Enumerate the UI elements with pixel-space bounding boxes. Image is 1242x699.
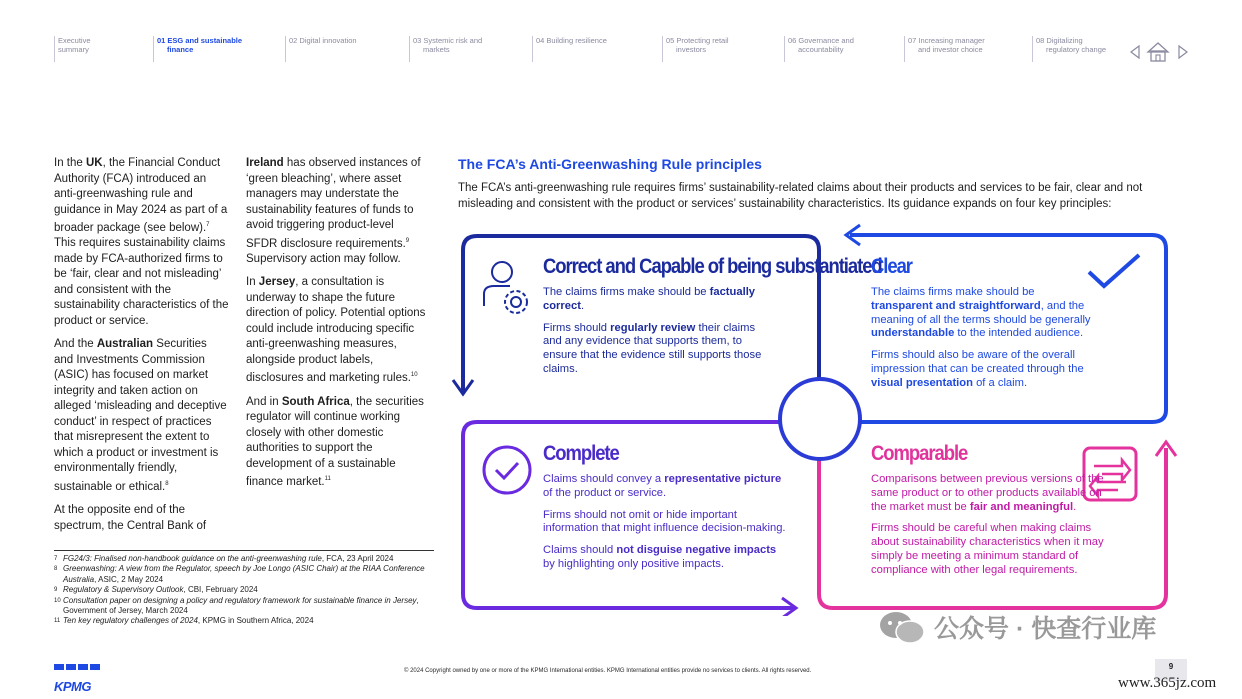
footnote-number: 7: [54, 556, 58, 562]
principle-card-comparable: [871, 443, 1116, 578]
top-navigation: [0, 36, 1242, 66]
footnote-source: , ASIC, 2 May 2024: [94, 574, 164, 584]
principle-text: [543, 322, 773, 377]
circle-check-icon: [481, 444, 533, 496]
paragraph-australia: [54, 337, 229, 495]
footnote-number: 11: [54, 618, 61, 625]
copyright-text: © 2024 Copyright owned by one or more of the KPMG International entities. KPMG International entities provide no services to clients. All rights reserved.: [404, 668, 812, 674]
panel-title: The FCA’s Anti-Greenwashing Rule principles: [458, 156, 762, 172]
paragraph-south-africa: [246, 395, 426, 491]
nav-item-governance[interactable]: [784, 36, 899, 62]
center-ring: [780, 379, 860, 459]
nav-item-digitalizing[interactable]: [1032, 36, 1122, 62]
nav-item-label: 01 ESG and sustainable: [157, 36, 243, 45]
kpmg-logo-text: KPMG: [54, 679, 91, 694]
nav-item-systemic-risk[interactable]: [409, 36, 524, 62]
footnote-number: 10: [54, 597, 61, 604]
text: Firms should also be aware of the overall impression that can be created through the: [871, 349, 1084, 375]
footnote-ref[interactable]: 8: [165, 480, 169, 487]
triangle-right-icon[interactable]: [1179, 46, 1187, 58]
nav-item-label: 02 Digital innovation: [289, 36, 357, 45]
bold-text: representative picture: [664, 473, 782, 485]
text-column-1: [54, 156, 229, 542]
page-number: 9: [1155, 659, 1187, 681]
text: , and the meaning of all the terms should be generally: [871, 299, 1091, 326]
nav-item-label-line2: accountability: [798, 45, 844, 54]
nav-item-label-line2: summary: [58, 45, 89, 54]
nav-item-executive-summary[interactable]: [54, 36, 144, 62]
principle-text: [871, 286, 1096, 341]
text: The claims firms make should be: [871, 286, 1035, 298]
principle-title: Clear: [871, 255, 912, 278]
bold-text: not disguise negative impacts: [616, 544, 777, 557]
principle-text: [871, 473, 1116, 514]
footnote: [54, 616, 434, 626]
nav-item-label: 07 Increasing manager: [908, 36, 985, 45]
nav-item-label-line2: markets: [423, 45, 450, 54]
nav-item-building-resilience[interactable]: [532, 36, 652, 62]
bold-text: Australian: [96, 338, 154, 351]
text: has observed instances of ‘green bleaching’, where asset managers may understate the sustainability features of funds to avoid triggering product-level SFDR disclosure requirements.: [246, 157, 421, 250]
principle-card-complete: [543, 443, 788, 572]
footnote-number: 9: [54, 587, 58, 594]
kpmg-logo: [54, 664, 100, 694]
nav-controls: [1128, 41, 1192, 63]
principle-text: [871, 349, 1096, 390]
footnote-title: Consultation paper on designing a policy and regulatory framework for sustainable finance in Jersey: [63, 595, 417, 605]
text: by highlighting only positive impacts.: [543, 557, 724, 570]
footnote: [54, 585, 434, 595]
footnote-title: Regulatory & Supervisory Outlook: [63, 585, 184, 595]
nav-item-label: 05 Protecting retail: [666, 36, 729, 45]
bold-text: Ireland: [246, 157, 284, 169]
footnote-source: , FCA, 23 April 2024: [321, 554, 394, 563]
nav-item-label: 08 Digitalizing: [1036, 36, 1083, 45]
paragraph-uk: [54, 156, 229, 329]
text: In: [246, 276, 259, 289]
principle-text: [543, 544, 788, 572]
nav-item-label: 06 Governance and: [788, 36, 854, 45]
footnote-title: Ten key regulatory challenges of 2024: [63, 616, 198, 626]
bold-text: factually correct: [543, 286, 756, 312]
footnote-source: , Government of Jersey, March 2024: [63, 595, 419, 616]
text: of the product or service.: [543, 486, 667, 499]
principle-title: Correct and Capable of being substantiated: [543, 255, 882, 278]
footnotes: [54, 550, 434, 627]
bold-text: visual presentation: [871, 376, 973, 389]
footnote-title: FG24/3: Finalised non-handbook guidance on the anti-greenwashing rule: [63, 554, 322, 563]
bold-text: UK: [85, 157, 103, 169]
principle-text: Firms should be careful when making claims about sustainability characteristics when it may simply be meeting a minimum standard of compliance with other legal requirements.: [871, 522, 1104, 576]
text: The claims firms make should be: [543, 286, 710, 298]
text: , a consultation is underway to shape the future direction of policy. Potential options could include introducing specific anti-greenwashing measures, alongside product labels, disclosures and marketing rules.: [246, 276, 426, 385]
bold-text: transparent and straightforward: [871, 299, 1041, 312]
principle-title: Complete: [543, 442, 619, 465]
watermark-text: 公众号 · 快查行业库: [934, 615, 1157, 643]
text: Comparisons between previous versions of the same product or to other products available on the market must be: [871, 473, 1104, 513]
text: And in: [246, 395, 282, 408]
principle-card-clear: [871, 256, 1096, 391]
nav-item-esg[interactable]: [153, 36, 273, 62]
bold-text: understandable: [871, 327, 955, 340]
chat-bubbles-icon: [878, 609, 926, 645]
text: , the securities regulator will continue working closely with other domestic authorities to support the development of a sustainable finance market.: [246, 395, 424, 488]
nav-item-label-line2: regulatory change: [1046, 45, 1107, 54]
footnote: [54, 564, 434, 585]
principle-text: [543, 286, 773, 314]
text: Claims should: [543, 544, 617, 557]
footnote-ref[interactable]: 10: [410, 372, 418, 379]
paragraph-jersey: [246, 275, 426, 386]
watermark-url: www.365jz.com: [1118, 675, 1217, 691]
principle-text: [543, 473, 788, 501]
paragraph-central-bank: At the opposite end of the spectrum, the Central Bank of: [54, 504, 207, 532]
principle-card-correct: [543, 255, 882, 377]
text: of a claim.: [972, 376, 1028, 389]
text: to the intended audience.: [954, 327, 1084, 340]
text: Securities and Investments Commission (ASIC) has focused on market integrity and taken action on alleged ‘misleading and deceptive conduct’ in respect of practices that misrepresent the extent to which a product or investment is environmentally friendly, sustainable or ethical.: [54, 338, 227, 493]
bold-text: South Africa: [281, 395, 350, 408]
principle-title: Comparable: [871, 442, 968, 465]
text: their claims and any evidence that supports them, to ensure that the evidence still supports those claims.: [543, 321, 762, 375]
footnote-source: , CBI, February 2024: [183, 585, 258, 595]
text: This requires sustainability claims made by FCA-authorized firms to be ‘fair, clear and not misleading’ and consistent with the sustainability characteristics of the product or service.: [54, 237, 229, 327]
nav-item-label: Executive: [58, 36, 91, 45]
bold-text: fair and meaningful: [969, 500, 1074, 513]
footnote: [54, 554, 434, 564]
text: .: [1073, 500, 1077, 513]
footnote-ref[interactable]: 7: [206, 222, 210, 228]
nav-item-label-line2: finance: [167, 45, 194, 54]
paragraph-ireland: [246, 156, 426, 267]
footnote-title: Greenwashing: A view from the Regulator, speech by Joe Longo (ASIC Chair) at the RIAA Conference Australia: [63, 564, 425, 584]
triangle-left-icon[interactable]: [1131, 46, 1139, 58]
text-column-2: [246, 156, 426, 498]
panel-intro: The FCA’s anti-greenwashing rule requires firms’ sustainability-related claims about their products and services to be fair, clear and not misleading and consistent with the product or services’ sustainability characteristics. Its guidance expands on four key principles:: [458, 182, 1143, 210]
person-gear-icon: [480, 258, 536, 320]
text: And the: [54, 338, 97, 351]
footnote: [54, 596, 434, 617]
text: Supervisory action may follow.: [246, 252, 401, 265]
bold-text: regularly review: [610, 321, 696, 334]
text: Claims should convey a: [543, 473, 665, 485]
text: Firms should: [543, 321, 611, 334]
nav-item-digital-innovation[interactable]: [285, 36, 400, 62]
nav-item-label-line2: investors: [676, 45, 707, 54]
watermark: [878, 609, 1156, 645]
footnote-ref[interactable]: 9: [405, 237, 410, 244]
text: , the Financial Conduct Authority (FCA) introduced an anti-greenwashing rule and guidance in May 2024 as part of a broader package (see below).: [54, 157, 228, 234]
nav-item-label: 04 Building resilience: [536, 36, 607, 45]
home-icon[interactable]: [1148, 43, 1168, 61]
principle-text: Firms should not omit or hide important information that might influence decision-making.: [543, 508, 786, 535]
footnote-ref[interactable]: 11: [324, 476, 331, 483]
footnote-number: 8: [54, 566, 58, 573]
nav-item-manager-choice[interactable]: [904, 36, 1024, 62]
nav-item-protecting-retail[interactable]: [662, 36, 777, 62]
footnote-source: , KPMG in Southern Africa, 2024: [197, 616, 314, 626]
nav-item-label: 03 Systemic risk and: [413, 36, 483, 45]
text: .: [580, 299, 585, 312]
text: In the: [54, 157, 86, 169]
nav-item-label-line2: and investor choice: [918, 45, 983, 54]
bold-text: Jersey: [258, 276, 296, 289]
